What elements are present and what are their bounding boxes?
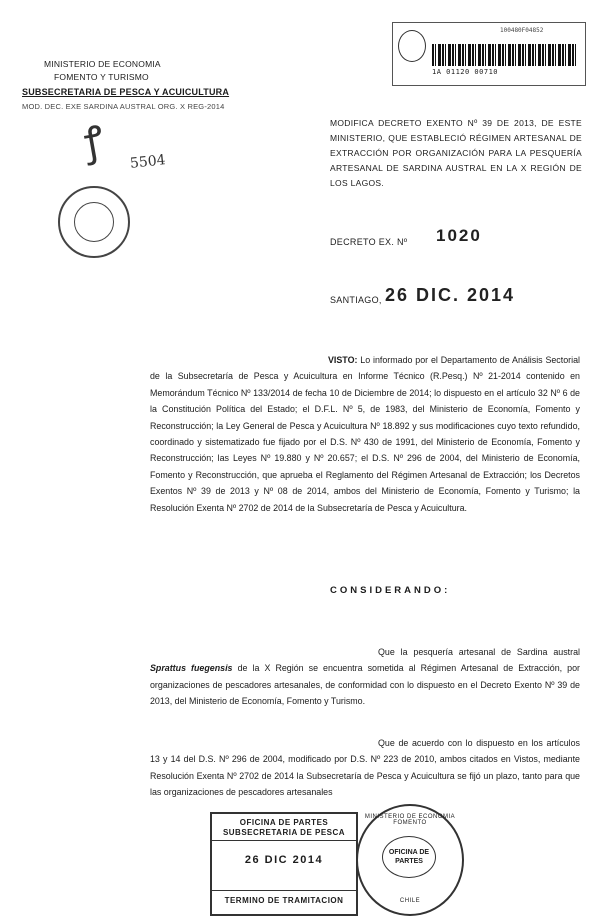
decree-label: DECRETO EX. Nº [330,237,408,247]
considerando-2: Que de acuerdo con lo dispuesto en los artículos 13 y 14 del D.S. Nº 296 de 2004, modificado por D.S. Nº 223 de 2010, ambos citados en Vistos, mediante Resolución Exenta Nº 2702 de 2014 la Subsecretaría de Pesca y Acuicultura se fijó un plazo, tanto para que las organizaciones de pescadores artesanales [150,738,580,798]
subsecretaria-name: SUBSECRETARIA DE PESCA Y ACUICULTURA [22,87,230,97]
office-stamp-line-3: TERMINO DE TRAMITACION [224,896,344,905]
ministry-subtitle: FOMENTO Y TURISMO [54,72,149,82]
barcode-icon [432,44,578,66]
considerando-1 [150,644,580,710]
office-stamp-line-2: SUBSECRETARIA DE PESCA [222,828,346,837]
office-stamp [210,812,358,916]
chile-seal-icon [398,30,426,62]
office-stamp-date: 26 DIC 2014 [244,854,324,866]
round-seal-inner [74,202,114,242]
signature-initial: ꝭ [80,117,108,167]
visto-lead: VISTO: [328,355,358,365]
document-reference: MOD. DEC. EXE SARDINA AUSTRAL ORG. X REG-2014 [22,102,225,111]
barcode-number: 1A 01120 00710 [432,68,499,76]
decree-title: MODIFICA DECRETO EXENTO Nº 39 DE 2013, DE ESTE MINISTERIO, QUE ESTABLECIÓ RÉGIMEN ARTESANAL DE EXTRACCIÓN POR ORGANIZACIÓN PARA LA PESQUERÍA ARTESANAL DE SARDINA AUSTRAL EN LA X REGIÓN DE LOS LAGOS. [330,118,582,188]
barcode-top-text: 100480F04852 [500,27,544,34]
ministry-oval-stamp [356,804,464,916]
decree-number: 1020 [436,226,482,245]
oval-stamp-ring-bottom: CHILE [399,898,421,904]
date-value: 26 DIC. 2014 [385,285,516,305]
oval-stamp-inner: OFICINA DE PARTES [382,836,436,878]
c1-pre: Que la pesquería artesanal de Sardina austral [378,647,580,657]
c1-post: de la X Región se encuentra sometida al Régimen Artesanal de Extracción, por organizaciones de pescadores artesanales, de conformidad con lo dispuesto en el Decreto Exento Nº 39 de 2013, del Ministerio de Economía, Fomento y Turismo. [150,663,580,707]
office-stamp-line-1: OFICINA DE PARTES [239,818,329,827]
oval-stamp-ring-top: MINISTERIO DE ECONOMIA FOMENTO [364,814,456,826]
office-stamp-divider [212,890,356,891]
species-name: Sprattus fuegensis [150,663,233,674]
considerando-heading: CONSIDERANDO: [330,585,451,596]
handwritten-number: 5504 [129,152,167,172]
visto-text: Lo informado por el Departamento de Análisis Sectorial de la Subsecretaría de Pesca y Acuicultura en Informe Técnico (R.Pesq.) Nº 21-2014 contenido en Memorándum Técnico Nº 133/2014 de fecha 10 de Diciembre de 2014; lo dispuesto en el artículo 32 Nº 6 de la Constitución Política del Estado; el D.F.L. Nº 5, de 1983, del Ministerio de Economía, Fomento y Reconstrucción; la Ley General de Pesca y Acuicultura Nº 18.892 y sus modificaciones cuyo texto refundido, coordinado y sistematizado fue fijado por el D.S. Nº 430 de 1991, del Ministerio de Economía, Fomento y Reconstrucción; las Leyes Nº 19.880 y Nº 20.657; el D.S. Nº 296 de 2004, del Ministerio de Economía, Fomento y Reconstrucción, que aprueba el Reglamento del Régimen Artesanal de Extracción; los Decretos Exentos Nº 39 de 2013 y Nº 08 de 2014, ambos del Ministerio de Economía, Fomento y Turismo; la Resolución Exenta Nº 2702 de 2014 de la Subsecretaría de Pesca y Acuicultura. [150,355,580,513]
date-label: SANTIAGO, [330,295,382,305]
round-seal-stamp [58,186,130,258]
ministry-name: MINISTERIO DE ECONOMIA [44,59,161,69]
office-stamp-divider [212,840,356,841]
visto-paragraph [150,352,580,516]
